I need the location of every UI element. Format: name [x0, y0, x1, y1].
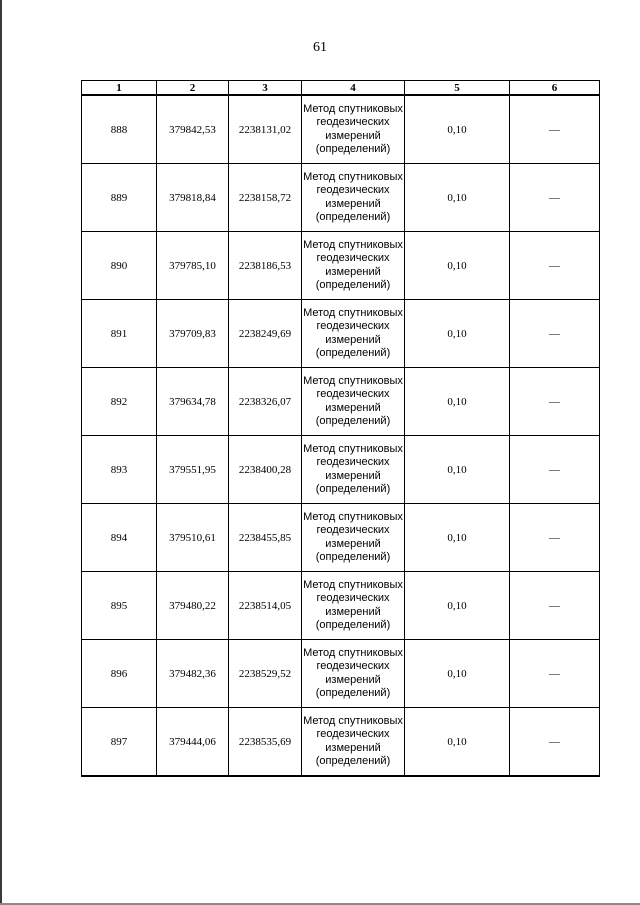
- note-cell: —: [510, 368, 600, 436]
- coordinate-y-cell: 2238535,69: [229, 708, 302, 777]
- accuracy-cell: 0,10: [405, 640, 510, 708]
- note-cell: —: [510, 300, 600, 368]
- column-header: 4: [302, 81, 405, 96]
- point-number-cell: 894: [82, 504, 157, 572]
- accuracy-cell: 0,10: [405, 368, 510, 436]
- point-number-cell: 891: [82, 300, 157, 368]
- coordinate-x-cell: 379551,95: [157, 436, 229, 504]
- coordinate-y-cell: 2238249,69: [229, 300, 302, 368]
- coordinate-y-cell: 2238158,72: [229, 164, 302, 232]
- coordinate-y-cell: 2238455,85: [229, 504, 302, 572]
- accuracy-cell: 0,10: [405, 95, 510, 164]
- column-header: 3: [229, 81, 302, 96]
- column-header: 6: [510, 81, 600, 96]
- coordinate-y-cell: 2238529,52: [229, 640, 302, 708]
- accuracy-cell: 0,10: [405, 572, 510, 640]
- accuracy-cell: 0,10: [405, 232, 510, 300]
- note-cell: —: [510, 232, 600, 300]
- coordinate-x-cell: 379842,53: [157, 95, 229, 164]
- table-row: [82, 368, 600, 436]
- column-header: 2: [157, 81, 229, 96]
- table-row: [82, 436, 600, 504]
- coordinate-x-cell: 379709,83: [157, 300, 229, 368]
- point-number-cell: 892: [82, 368, 157, 436]
- coordinate-y-cell: 2238514,05: [229, 572, 302, 640]
- note-cell: —: [510, 640, 600, 708]
- point-number-cell: 893: [82, 436, 157, 504]
- method-cell: Метод спутниковых геодезических измерений (определений): [302, 300, 405, 368]
- coordinate-x-cell: 379482,36: [157, 640, 229, 708]
- coordinate-x-cell: 379634,78: [157, 368, 229, 436]
- method-cell: Метод спутниковых геодезических измерений (определений): [302, 708, 405, 777]
- method-cell: Метод спутниковых геодезических измерений (определений): [302, 232, 405, 300]
- method-cell: Метод спутниковых геодезических измерений (определений): [302, 640, 405, 708]
- scan-edge-left: [0, 0, 2, 905]
- note-cell: —: [510, 504, 600, 572]
- coordinate-y-cell: 2238400,28: [229, 436, 302, 504]
- coordinate-y-cell: 2238186,53: [229, 232, 302, 300]
- page-number: 61: [313, 40, 327, 55]
- accuracy-cell: 0,10: [405, 164, 510, 232]
- accuracy-cell: 0,10: [405, 300, 510, 368]
- point-number-cell: 896: [82, 640, 157, 708]
- point-number-cell: 888: [82, 95, 157, 164]
- point-number-cell: 889: [82, 164, 157, 232]
- table-row: [82, 504, 600, 572]
- note-cell: —: [510, 572, 600, 640]
- accuracy-cell: 0,10: [405, 436, 510, 504]
- table-row: [82, 164, 600, 232]
- coordinate-y-cell: 2238326,07: [229, 368, 302, 436]
- coordinate-x-cell: 379818,84: [157, 164, 229, 232]
- note-cell: —: [510, 436, 600, 504]
- point-number-cell: 890: [82, 232, 157, 300]
- point-number-cell: 895: [82, 572, 157, 640]
- table-body: [82, 95, 600, 776]
- table-row: [82, 708, 600, 777]
- coordinate-x-cell: 379785,10: [157, 232, 229, 300]
- coordinate-x-cell: 379444,06: [157, 708, 229, 777]
- note-cell: —: [510, 164, 600, 232]
- method-cell: Метод спутниковых геодезических измерений (определений): [302, 504, 405, 572]
- note-cell: —: [510, 708, 600, 777]
- column-header: 5: [405, 81, 510, 96]
- table-row: [82, 640, 600, 708]
- coordinate-x-cell: 379510,61: [157, 504, 229, 572]
- table-row: [82, 300, 600, 368]
- coordinate-y-cell: 2238131,02: [229, 95, 302, 164]
- coordinate-x-cell: 379480,22: [157, 572, 229, 640]
- accuracy-cell: 0,10: [405, 504, 510, 572]
- method-cell: Метод спутниковых геодезических измерений (определений): [302, 368, 405, 436]
- method-cell: Метод спутниковых геодезических измерений (определений): [302, 572, 405, 640]
- note-cell: —: [510, 95, 600, 164]
- table-row: [82, 95, 600, 164]
- table-row: [82, 572, 600, 640]
- table-header-row: [82, 81, 600, 96]
- method-cell: Метод спутниковых геодезических измерений (определений): [302, 164, 405, 232]
- method-cell: Метод спутниковых геодезических измерений (определений): [302, 95, 405, 164]
- point-number-cell: 897: [82, 708, 157, 777]
- coordinates-table: [81, 80, 600, 777]
- method-cell: Метод спутниковых геодезических измерений (определений): [302, 436, 405, 504]
- column-header: 1: [82, 81, 157, 96]
- table-row: [82, 232, 600, 300]
- accuracy-cell: 0,10: [405, 708, 510, 777]
